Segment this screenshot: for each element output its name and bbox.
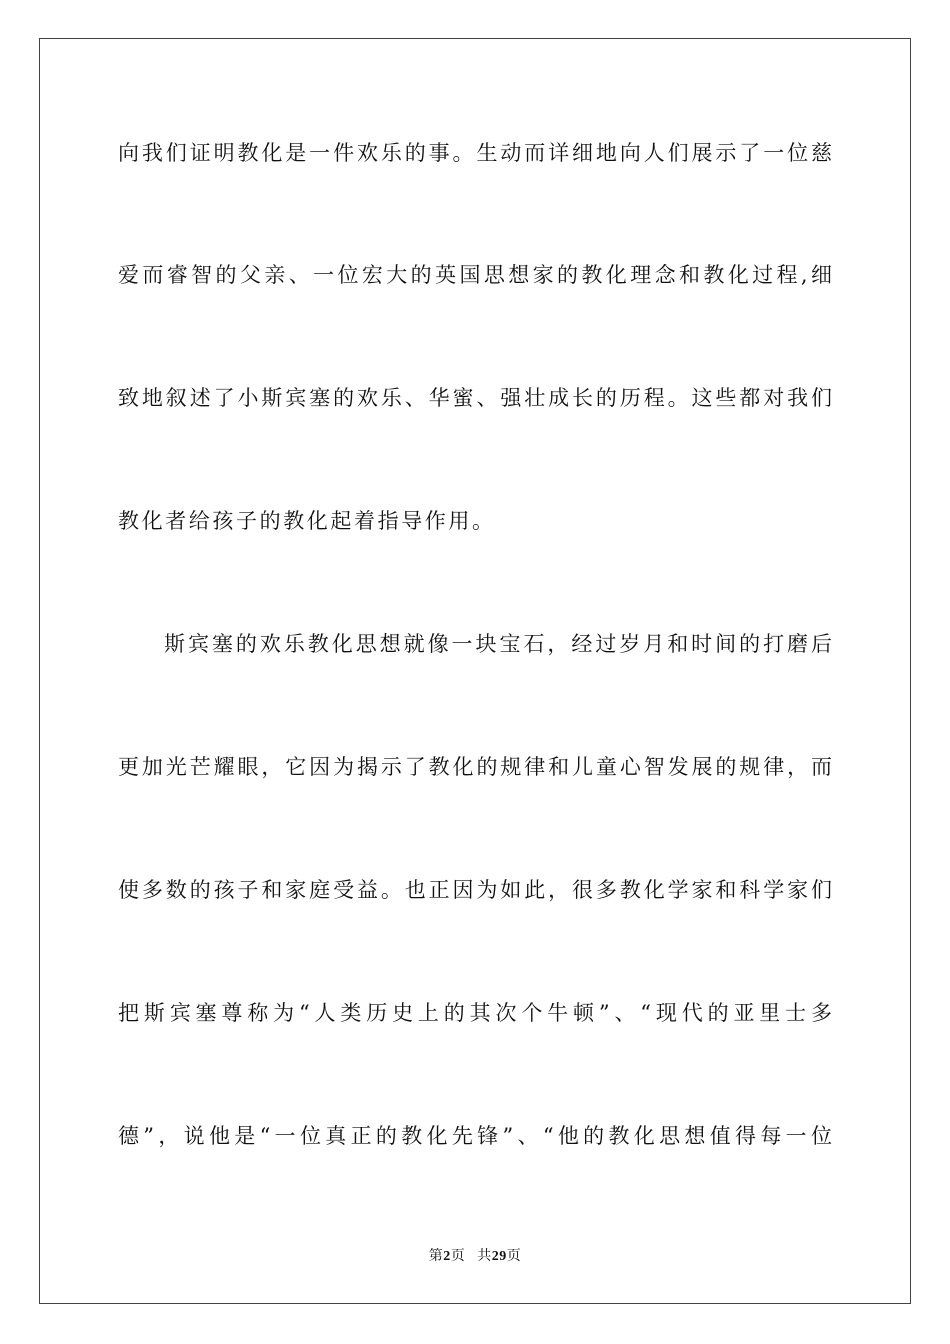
- total-pages: 29: [491, 1249, 507, 1264]
- page-prefix: 第: [428, 1248, 444, 1264]
- body-text-line-8: 把斯宾塞尊称为“人类历史上的其次个牛顿”、“现代的亚里士多: [118, 1001, 832, 1025]
- total-prefix: 共: [477, 1248, 492, 1264]
- page-footer: [0, 1247, 950, 1266]
- body-text-line-3: 致地叙述了小斯宾塞的欢乐、华蜜、强壮成长的历程。这些都对我们: [118, 386, 832, 410]
- page-number: 2: [443, 1249, 451, 1264]
- page-border: [39, 38, 911, 1304]
- body-text-line-2: 爱而睿智的父亲、一位宏大的英国思想家的教化理念和教化过程,细: [118, 263, 832, 287]
- body-text-line-1: 向我们证明教化是一件欢乐的事。生动而详细地向人们展示了一位慈: [118, 141, 832, 165]
- total-suffix: 页: [506, 1248, 522, 1264]
- body-text-line-9: 德”，说他是“一位真正的教化先锋”、“他的教化思想值得每一位: [118, 1124, 832, 1148]
- body-text-line-5: 斯宾塞的欢乐教化思想就像一块宝石，经过岁月和时间的打磨后: [164, 632, 832, 656]
- page-suffix: 页: [450, 1248, 466, 1264]
- body-text-line-4: 教化者给孩子的教化起着指导作用。: [118, 509, 496, 533]
- body-text-line-6: 更加光芒耀眼，它因为揭示了教化的规律和儿童心智发展的规律，而: [118, 755, 832, 779]
- body-text-line-7: 使多数的孩子和家庭受益。也正因为如此，很多教化学家和科学家们: [118, 878, 832, 902]
